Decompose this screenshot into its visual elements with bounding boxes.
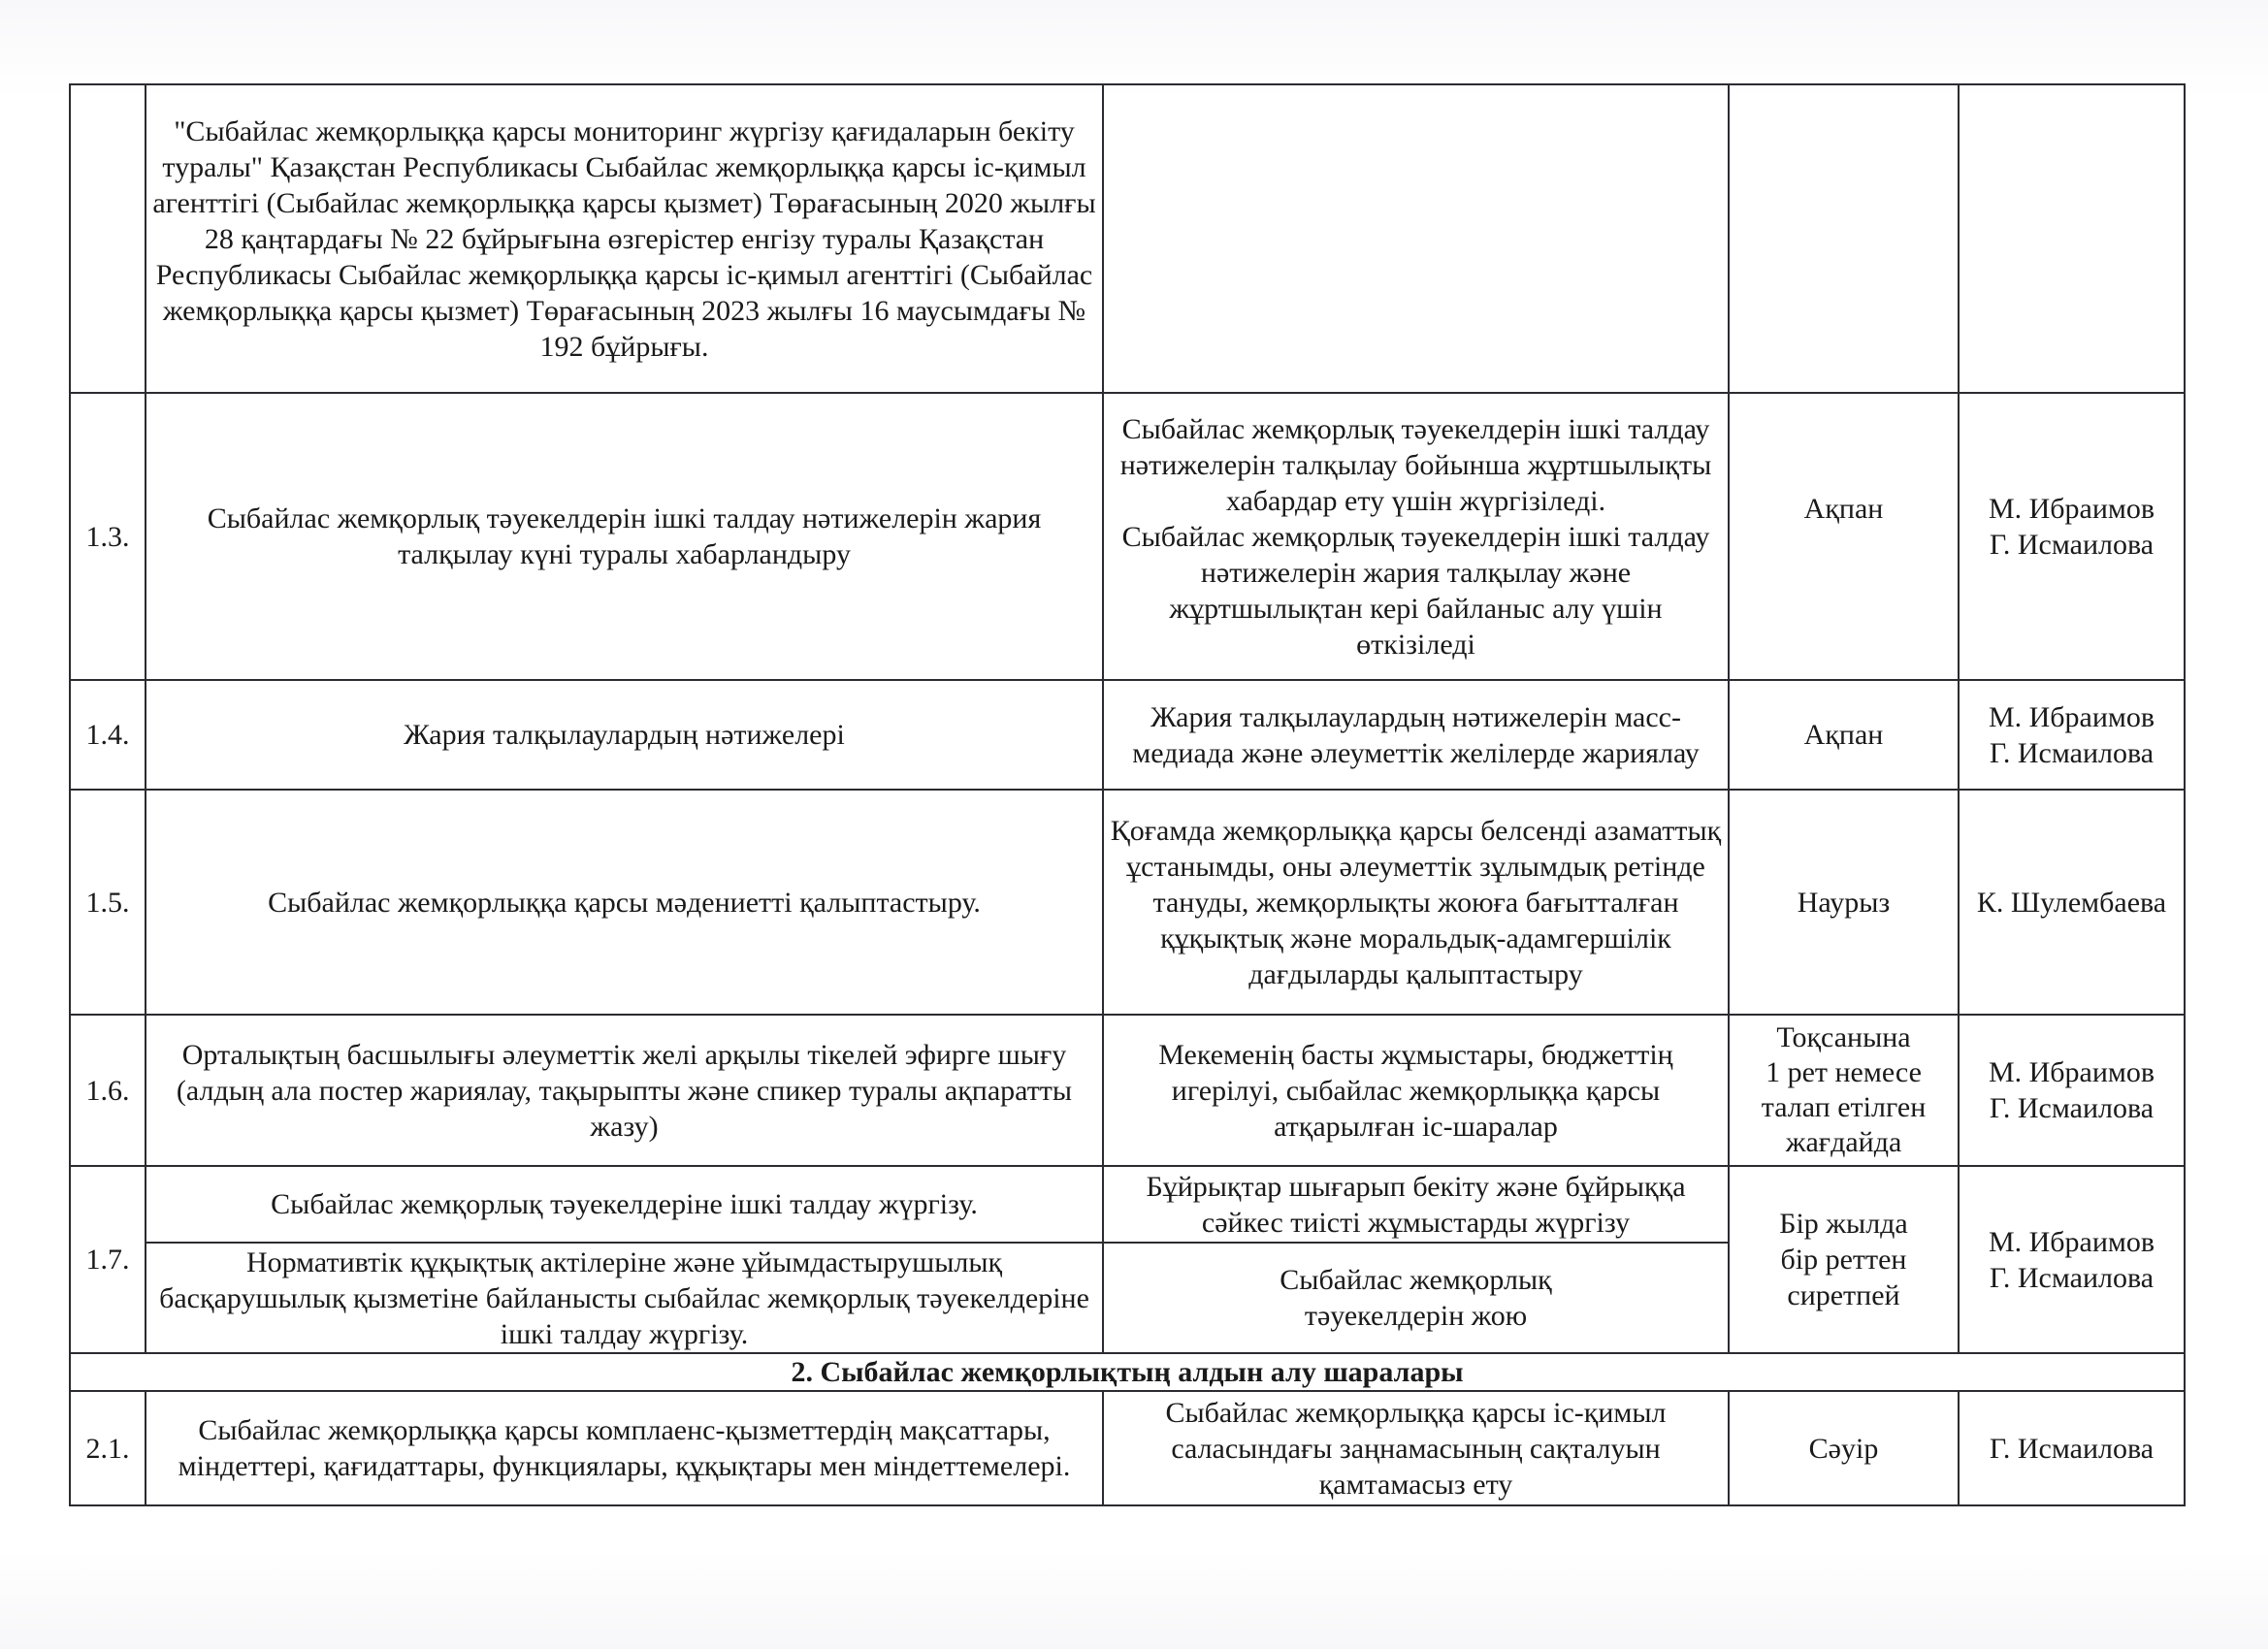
table-row-1-4	[70, 680, 2185, 790]
result-text: Жария талқылаулардың нәтижелерін масс-медиада және әлеуметтік желілерде жариялау	[1132, 700, 1700, 769]
term-text: Сәуір	[1808, 1432, 1879, 1465]
result-cell	[1103, 680, 1729, 790]
activity-cell	[146, 790, 1103, 1015]
row-number	[70, 84, 146, 393]
term-text: Ақпан	[1803, 493, 1884, 525]
result-cell	[1103, 393, 1729, 680]
table-row-1-6	[70, 1015, 2185, 1166]
row-number: 2.1.	[70, 1391, 146, 1505]
activity-text: Жария талқылаулардың нәтижелері	[404, 719, 845, 751]
term-cell	[1729, 680, 1959, 790]
table-row-1-7-a	[70, 1166, 2185, 1243]
result-text: Қоғамда жемқорлыққа қарсы белсенді азаматтық ұстанымды, оны әлеуметтік зұлымдық ретінде тануды, жемқорлықты жоюға бағытталған құқықтық және моральдық-адамгершілік дағдыларды қалыптастыру	[1110, 814, 1722, 990]
activity-text: Сыбайлас жемқорлыққа қарсы мәдениетті қалыптастыру.	[268, 886, 981, 919]
result-cell	[1103, 1243, 1729, 1353]
section-header-row	[70, 1353, 2185, 1391]
term-text: Ақпан	[1803, 719, 1884, 751]
responsible-cell	[1959, 1391, 2185, 1505]
result-text: Сыбайлас жемқорлық тәуекелдерін ішкі талдау нәтижелерін талқылау бойынша жұртшылықты хабардар ету үшін жүргізіледі. Сыбайлас жемқорлық тәуекелдерін ішкі талдау нәтижелерін жария талқылау және жұртшылықтан кері байланыс алу үшін өткізіледі	[1119, 412, 1712, 661]
term-cell	[1729, 84, 1959, 393]
term-text: Наурыз	[1797, 886, 1891, 919]
result-text: Бұйрықтар шығарып бекіту және бұйрыққа сәйкес тиісті жұмыстарды жүргізу	[1146, 1170, 1686, 1239]
result-cell	[1103, 1391, 1729, 1505]
result-text: Сыбайлас жемқорлық тәуекелдерін жою	[1280, 1264, 1552, 1332]
activity-cell	[146, 680, 1103, 790]
activity-cell	[146, 393, 1103, 680]
action-plan-table	[69, 83, 2186, 1506]
responsible-cell	[1959, 84, 2185, 393]
table-row-2-1	[70, 1391, 2185, 1505]
term-text: Тоқсанына 1 рет немесе талап етілген жағдайда	[1761, 1021, 1927, 1158]
responsible-cell	[1959, 393, 2185, 680]
term-cell	[1729, 1391, 1959, 1505]
term-cell	[1729, 393, 1959, 680]
row-number: 1.4.	[70, 680, 146, 790]
result-cell	[1103, 1015, 1729, 1166]
term-text: Бір жылда бір реттен сиретпей	[1779, 1208, 1908, 1311]
result-text: Мекеменің басты жұмыстары, бюджеттің игерілуі, сыбайлас жемқорлыққа қарсы атқарылған іс-шаралар	[1158, 1038, 1673, 1143]
responsible-text: М. Ибраимов Г. Исмаилова	[1988, 1056, 2155, 1124]
responsible-text: М. Ибраимов Г. Исмаилова	[1988, 493, 2155, 561]
term-cell	[1729, 790, 1959, 1015]
responsible-cell	[1959, 790, 2185, 1015]
activity-cell	[146, 1166, 1103, 1243]
responsible-text: Г. Исмаилова	[1989, 1432, 2155, 1465]
table-row-1-3	[70, 393, 2185, 680]
result-cell	[1103, 84, 1729, 393]
responsible-text: М. Ибраимов Г. Исмаилова	[1988, 700, 2155, 769]
term-cell	[1729, 1015, 1959, 1166]
result-cell	[1103, 790, 1729, 1015]
activity-text: Орталықтың басшылығы әлеуметтік желі арқылы тікелей эфирге шығу (алдың ала постер жариялау, тақырыпты және спикер туралы ақпаратты жазу)	[176, 1038, 1073, 1143]
responsible-text: К. Шулембаева	[1976, 886, 2167, 919]
activity-cell	[146, 1243, 1103, 1353]
responsible-cell	[1959, 680, 2185, 790]
activity-cell	[146, 84, 1103, 393]
row-number: 1.3.	[70, 393, 146, 680]
activity-text: "Сыбайлас жемқорлыққа қарсы мониторинг жүргізу қағидаларын бекіту туралы" Қазақстан Республикасы Сыбайлас жемқорлыққа қарсы іс-қимыл агенттігі (Сыбайлас жемқорлыққа қарсы қызмет) Төрағасының 2020 жылғы 28 қаңтардағы № 22 бұйрығына өзгерістер енгізу туралы Қазақстан Республикасы Сыбайлас жемқорлыққа қарсы іс-қимыл агенттігі (Сыбайлас жемқорлыққа қарсы қызмет) Төрағасының 2023 жылғы 16 маусымдағы № 192 бұйрығы.	[152, 114, 1096, 363]
activity-cell	[146, 1391, 1103, 1505]
section-title: 2. Сыбайлас жемқорлықтың алдын алу шаралары	[70, 1353, 2185, 1391]
table-row-continuation	[70, 84, 2185, 393]
responsible-cell	[1959, 1015, 2185, 1166]
activity-cell	[146, 1015, 1103, 1166]
activity-text: Сыбайлас жемқорлыққа қарсы комплаенс-қызметтердің мақсаттары, міндеттері, қағидаттары, функциялары, құқықтары мен міндеттемелері.	[178, 1414, 1071, 1482]
activity-text: Нормативтік құқықтық актілеріне және ұйымдастырушылық басқарушылық қызметіне байланысты сыбайлас жемқорлық тәуекелдеріне ішкі талдау жүргізу.	[159, 1245, 1089, 1350]
table-row-1-5	[70, 790, 2185, 1015]
activity-text: Сыбайлас жемқорлық тәуекелдеріне ішкі талдау жүргізу.	[271, 1188, 978, 1220]
activity-text: Сыбайлас жемқорлық тәуекелдерін ішкі талдау нәтижелерін жария талқылау күні туралы хабарландыру	[207, 502, 1042, 570]
row-number: 1.7.	[70, 1166, 146, 1353]
responsible-text: М. Ибраимов Г. Исмаилова	[1988, 1225, 2155, 1294]
responsible-cell	[1959, 1166, 2185, 1353]
result-text: Сыбайлас жемқорлыққа қарсы іс-қимыл саласындағы заңнамасының сақталуын қамтамасыз ету	[1165, 1396, 1667, 1501]
row-number: 1.5.	[70, 790, 146, 1015]
row-number: 1.6.	[70, 1015, 146, 1166]
term-cell	[1729, 1166, 1959, 1353]
result-cell	[1103, 1166, 1729, 1243]
